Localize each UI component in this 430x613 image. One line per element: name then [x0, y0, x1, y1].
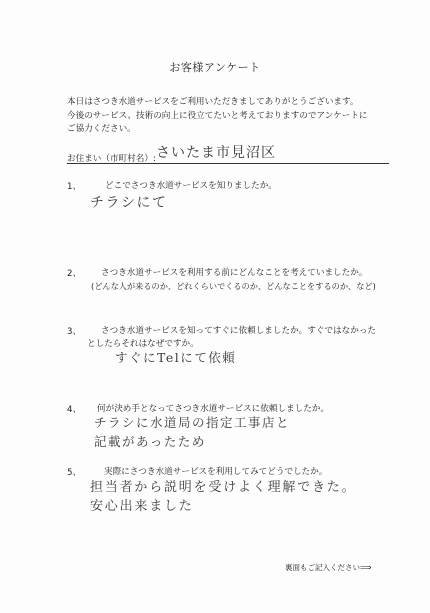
intro-line: ご協力ください。 — [67, 124, 136, 134]
question-line: (どんな人が来るのか、どれくらいでくるのか、どんなことをするのか、など) — [91, 280, 376, 291]
question-1-number: 1、 — [67, 182, 82, 192]
question-2-number: 2、 — [67, 269, 82, 279]
question-4-number: 4、 — [67, 405, 82, 415]
question-line: さつき水道サービスを知ってすぐに依頼しましたか。すぐではなかった — [101, 326, 377, 336]
question-2-text — [91, 267, 376, 292]
question-line: どこでさつき水道サービスを知りましたか。 — [105, 181, 277, 191]
address-handwritten-value: さいたま市見沼区 — [156, 145, 276, 161]
answer-line: 安心出来ました — [90, 499, 194, 514]
address-underline — [67, 163, 389, 164]
question-3-number: 3、 — [67, 327, 82, 337]
answer-line: 担当者から説明を受けよく理解できた。 — [90, 480, 357, 495]
question-line: 何が決め手となってさつき水道サービスに依頼しましたか。 — [97, 404, 330, 414]
question-3-text — [87, 325, 377, 350]
answer-line: すぐにTelにて依頼 — [115, 350, 237, 365]
footer-text: 裏面もご記入ください — [285, 563, 360, 572]
question-5-number: 5、 — [67, 468, 82, 478]
survey-title: お客様アンケート — [169, 61, 261, 74]
intro-text — [67, 96, 387, 137]
question-1-text — [105, 180, 277, 193]
answer-4-handwritten — [94, 413, 290, 451]
answer-line: 記載があったため — [94, 434, 206, 449]
question-line: 実際にさつき水道サービスを利用してみてどうでしたか。 — [104, 467, 328, 477]
intro-line: 本日はさつき水道サービスをご利用いただきましてありがとうございます。 — [67, 97, 359, 107]
intro-line: 今後のサービス、技術の向上に役立てたいと考えておりますのでアンケートに — [67, 110, 368, 121]
question-line: としたらそれはなぜですか。 — [87, 338, 199, 349]
answer-line: チラシにて — [90, 195, 168, 211]
address-label: お住まい（市町村名）: — [67, 154, 156, 164]
answer-1-handwritten — [90, 192, 168, 212]
right-arrow-icon: ⟹ — [360, 563, 372, 572]
answer-5-handwritten — [90, 478, 356, 516]
answer-3-handwritten — [115, 348, 236, 366]
answer-line: チラシに水道局の指定工事店と — [94, 415, 291, 430]
footer-note — [285, 562, 371, 573]
question-line: さつき水道サービスを利用する前にどんなことを考えていましたか。 — [101, 268, 368, 278]
question-5-text — [104, 466, 327, 479]
